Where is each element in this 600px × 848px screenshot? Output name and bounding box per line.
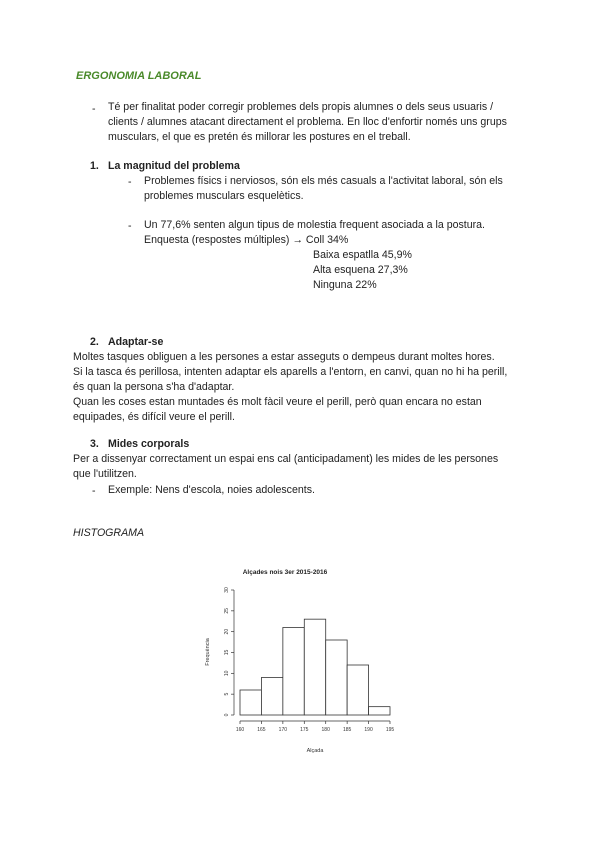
section3-heading: Mides corporals bbox=[108, 438, 190, 450]
histogram-label: HISTOGRAMA bbox=[73, 527, 145, 539]
y-axis-label: Frequència bbox=[205, 638, 211, 666]
section2-line-2: Si la tasca és perillosa, intenten adaptar els aparells a l'entorn, en canvi, quan no hi ha perill, bbox=[73, 366, 508, 378]
list-bullet: - bbox=[128, 220, 132, 232]
histogram-bar bbox=[240, 690, 261, 715]
x-tick-label: 185 bbox=[342, 727, 352, 733]
section1-bullet2-line1: Un 77,6% senten algun tipus de molestia frequent asociada a la postura. bbox=[144, 219, 485, 231]
y-tick-label: 25 bbox=[224, 608, 230, 614]
intro-line-3: musculars, el que es pretén és millorar les postures en el treball. bbox=[108, 131, 411, 143]
x-tick-label: 170 bbox=[278, 727, 288, 733]
survey-item-1: Baixa espatlla 45,9% bbox=[313, 249, 412, 261]
section2-line-5: equipades, és difícil veure el perill. bbox=[73, 411, 235, 423]
survey-item-2: Alta esquena 27,3% bbox=[313, 264, 408, 276]
intro-bullet: - bbox=[92, 103, 96, 115]
x-tick-label: 190 bbox=[364, 727, 373, 733]
section2-line-1: Moltes tasques obliguen a les persones a estar asseguts o dempeus durant moltes hores. bbox=[73, 351, 495, 363]
y-tick-label: 20 bbox=[224, 628, 230, 635]
y-tick-label: 10 bbox=[224, 670, 230, 677]
y-tick-label: 5 bbox=[224, 692, 230, 696]
x-tick-label: 165 bbox=[257, 727, 266, 733]
histogram-bar bbox=[369, 707, 390, 715]
histogram-bar bbox=[347, 665, 368, 715]
section1-bullet1-line2: problemes musculars esquelètics. bbox=[144, 190, 304, 202]
section1-heading: La magnitud del problema bbox=[108, 160, 240, 172]
section3-number: 3. bbox=[90, 438, 99, 450]
section1-number: 1. bbox=[90, 160, 99, 172]
histogram-bar bbox=[326, 640, 347, 715]
histogram-bar bbox=[261, 678, 282, 716]
histogram-chart bbox=[195, 560, 405, 760]
list-bullet: - bbox=[92, 485, 96, 497]
section3-line-2: que l'utilitzen. bbox=[73, 468, 137, 480]
histogram-bar bbox=[304, 619, 325, 715]
y-tick-label: 30 bbox=[224, 587, 230, 593]
histogram-bar bbox=[283, 628, 304, 716]
intro-line-2: clients / alumnes atacant directament el problema. En lloc d'enfortir només uns grups bbox=[108, 116, 507, 128]
section3-line-1: Per a dissenyar correctament un espai ens cal (anticipadament) les mides de les persones bbox=[73, 453, 499, 465]
y-tick-label: 0 bbox=[224, 713, 230, 717]
section1-bullet1-line1: Problemes físics i nerviosos, són els més casuals a l'activitat laboral, són els bbox=[144, 175, 503, 187]
x-tick-label: 180 bbox=[321, 727, 330, 733]
x-tick-label: 160 bbox=[235, 727, 245, 733]
section2-line-4: Quan les coses estan muntades és molt fàcil veure el perill, però quan encara no estan bbox=[73, 396, 482, 408]
section2-line-3: és quan la persona s'ha d'adaptar. bbox=[73, 381, 235, 393]
intro-line-1: Té per finalitat poder corregir problemes dels propis alumnes o dels seus usuaris / bbox=[108, 101, 494, 113]
list-bullet: - bbox=[128, 176, 132, 188]
chart-title: Alçades nois 3er 2015-2016 bbox=[242, 569, 328, 576]
x-tick-label: 195 bbox=[385, 727, 395, 733]
section3-bullet: Exemple: Nens d'escola, noies adolescents. bbox=[108, 484, 315, 496]
section1-bullet2-line2: Enquesta (respostes múltiples) → Coll 34% bbox=[144, 234, 349, 246]
x-tick-label: 175 bbox=[300, 727, 309, 733]
section2-number: 2. bbox=[90, 336, 99, 348]
y-tick-label: 15 bbox=[224, 649, 230, 656]
section2-heading: Adaptar-se bbox=[108, 336, 164, 348]
x-axis-label: Alçada bbox=[306, 748, 324, 754]
survey-item-3: Ninguna 22% bbox=[313, 279, 377, 291]
page-title: ERGONOMIA LABORAL bbox=[76, 70, 202, 82]
